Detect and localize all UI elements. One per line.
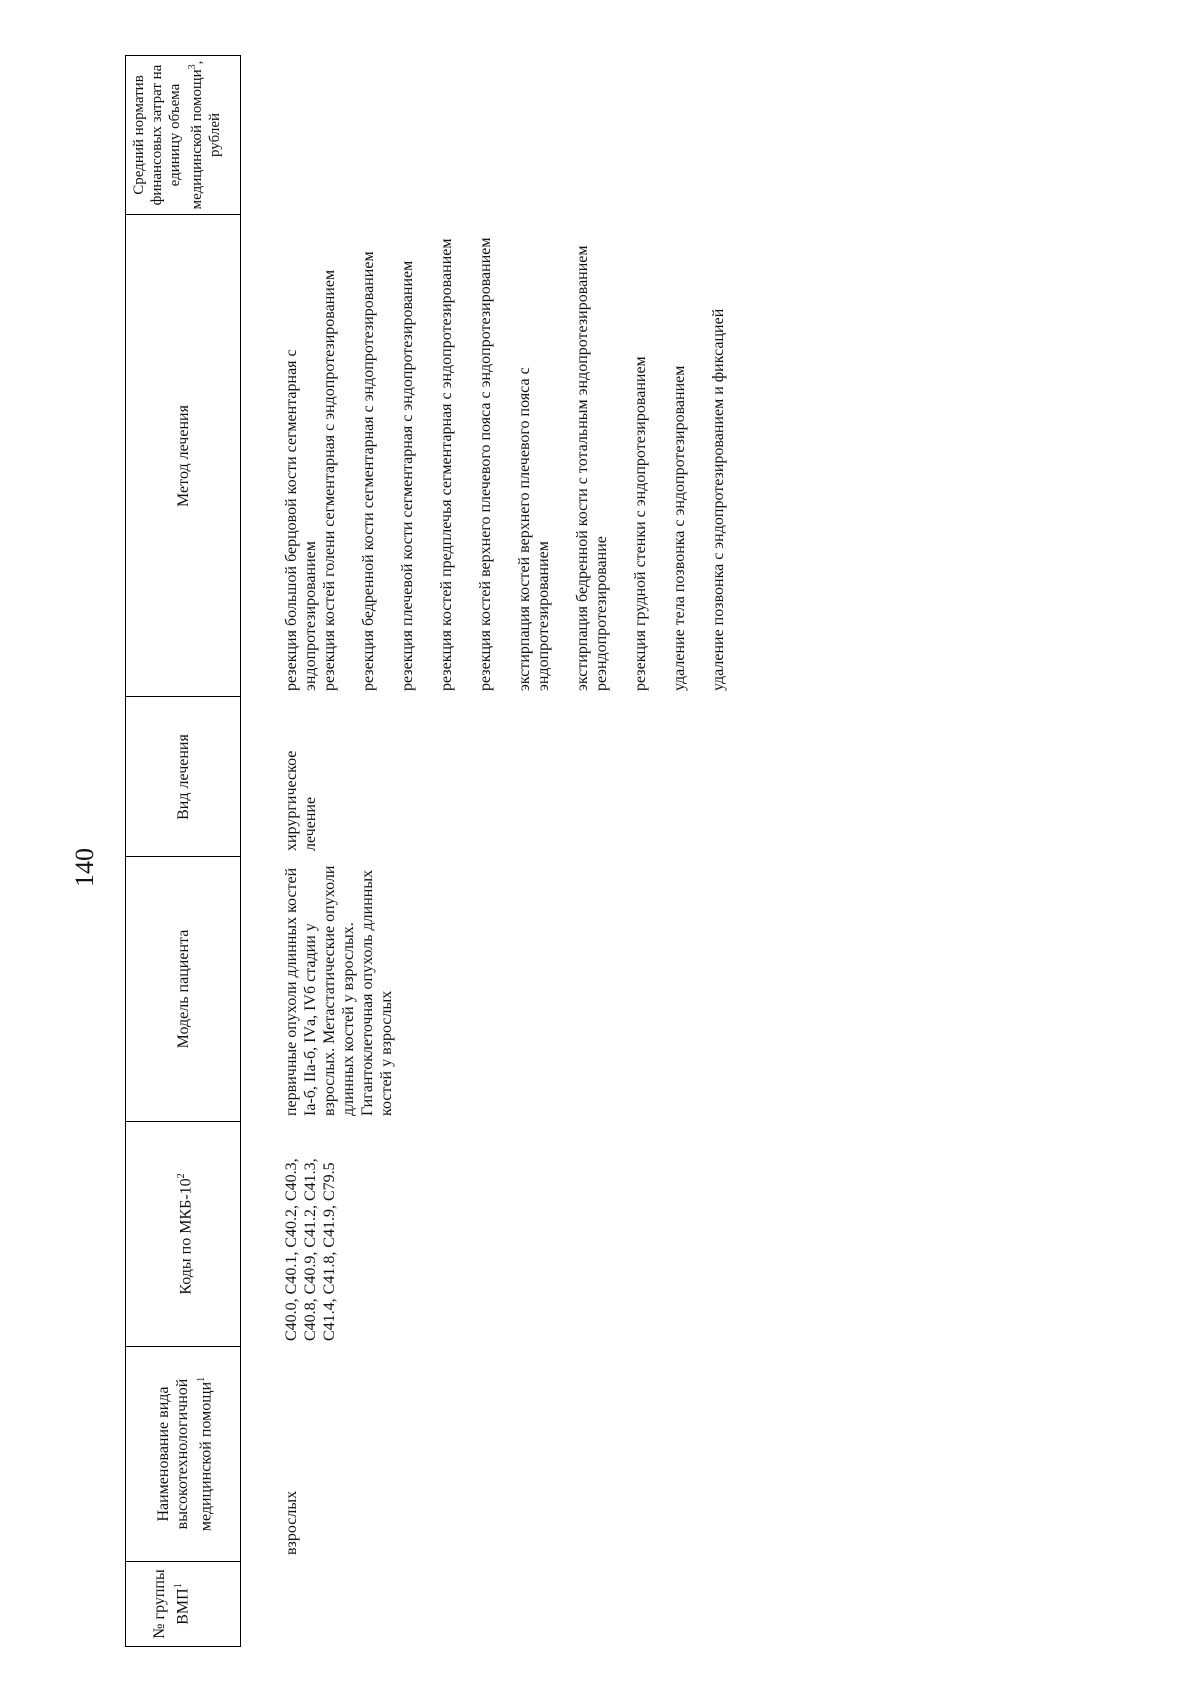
method-list (282, 221, 748, 691)
header-divider (125, 856, 241, 857)
list-item: удаление позвонка с эндопротезированием и фиксацией (710, 308, 727, 691)
list-item: резекция костей голени сегментарная с эндопротезированием (321, 269, 338, 691)
header-border-left (125, 1646, 241, 1647)
list-item: резекция костей верхнего плечевого пояса с эндопротезированием (477, 237, 494, 691)
list-item: резекция плечевой кости сегментарная с эндопротезированием (399, 260, 416, 691)
header-divider (125, 1121, 241, 1122)
header-model: Модель пациента (175, 929, 192, 1049)
header-border-top (125, 55, 126, 1647)
row-treatment-type: хирургическое лечение (283, 750, 319, 851)
header-codes: Коды по МКБ-$10^2$ (176, 1173, 195, 1295)
header-name: Наименование вида высокотехнологичной медицинской помощи$^1$ (155, 1376, 215, 1532)
header-treatment-type: Вид лечения (175, 734, 192, 820)
list-item: удаление тела позвонка с эндопротезированием (671, 365, 688, 691)
list-item: резекция грудной стенки с эндопротезированием (632, 356, 649, 691)
row-codes: C40.0, C40.1, C40.2, C40.3, C40.8, C40.9, C41.2, C41.3, C41.4, C41.8, C41.9, C79.5 (283, 1158, 338, 1341)
header-group-no: № группы ВМП$^1$ (151, 1569, 192, 1639)
header-border-right (125, 55, 241, 56)
header-divider (125, 1561, 241, 1562)
header-divider (125, 214, 241, 215)
header-cost: Средний норматив финансовых затрат на единицу объема медицинской помощи$^3$, рублей (131, 60, 223, 210)
header-divider (125, 696, 241, 697)
list-item: резекция бедренной кости сегментарная с эндопротезированием (360, 251, 377, 691)
row-model: первичные опухоли длинных костей Iа-б, IIа-б, IVа, IVб стадии у взрослых. Метастатические опухоли длинных костей у взрослых. Гигантоклеточная опухоль длинных костей у взрослых (283, 865, 395, 1116)
row-name: взрослых (283, 1490, 300, 1555)
header-border-bottom (240, 55, 241, 1647)
list-item: резекция большой берцовой кости сегментарная с эндопротезированием (283, 349, 319, 691)
list-item: экстирпация бедренной кости с тотальным эндопротезированием реэндопротезирование (574, 245, 610, 691)
list-item: резекция костей предплечья сегментарная с эндопротезированием (438, 238, 455, 691)
header-divider (125, 1346, 241, 1347)
list-item: экстирпация костей верхнего плечевого пояса с эндопротезированием (516, 367, 552, 691)
page-number: 140 (70, 848, 99, 887)
header-method: Метод лечения (175, 405, 192, 507)
